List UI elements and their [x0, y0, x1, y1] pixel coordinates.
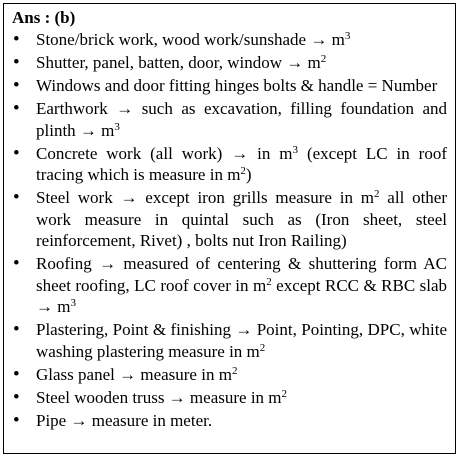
measurement-list [12, 29, 447, 431]
list-item: • Windows and door fitting hinges bolts & handle = Number [12, 75, 447, 97]
list-item: • Concrete work (all work) → in $m^3$ (except LC in roof tracing which is measure in $m^2$) [12, 143, 447, 186]
list-item: • Shutter, panel, batten, door, window → $m^2$ [12, 52, 447, 74]
list-item: • Plastering, Point & finishing → Point, Pointing, DPC, white washing plastering measure in $m^2$ [12, 319, 447, 362]
list-item: • Steel wooden truss → measure in $m^2$ [12, 387, 447, 409]
list-item: • Steel work → except iron grills measure in $m^2$ all other work measure in quintal such as (Iron sheet, steel reinforcement, Rivet) , bolts nut Iron Railing) [12, 187, 447, 252]
list-item: • Roofing → measured of centering & shuttering form AC sheet roofing, LC roof cover in $m^2$ except RCC & RBC slab → $m^3$ [12, 253, 447, 318]
list-item: • Glass panel → measure in $m^2$ [12, 364, 447, 386]
list-item: • Stone/brick work, wood work/sunshade → $m^3$ [12, 29, 447, 51]
answer-heading: Ans : (b) [12, 8, 76, 27]
list-item: • Earthwork → such as excavation, filling foundation and plinth → $m^3$ [12, 98, 447, 141]
list-item: • Pipe → measure in meter. [12, 410, 447, 432]
answer-box [3, 3, 456, 454]
